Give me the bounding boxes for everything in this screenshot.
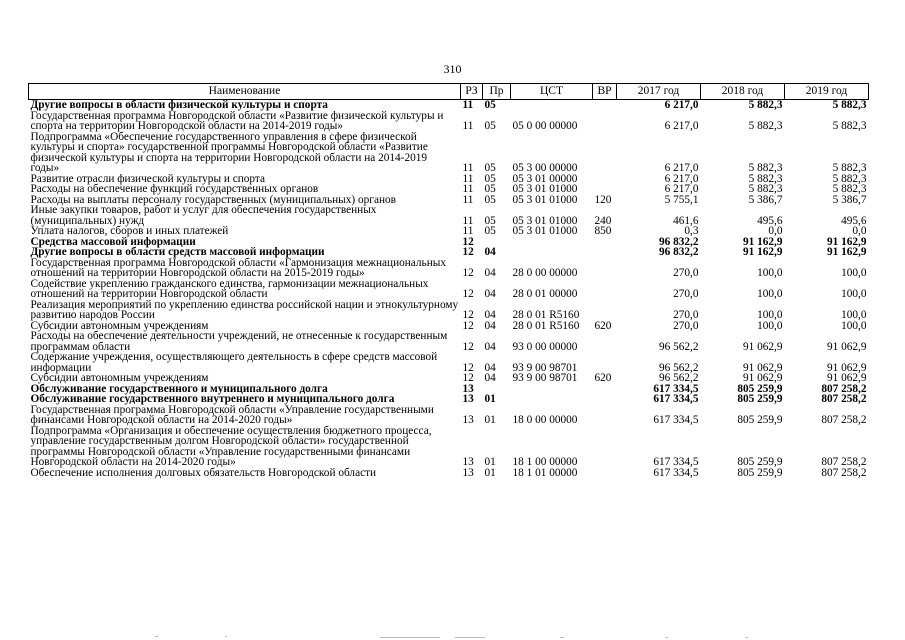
cell-2017: 5 755,1 <box>664 193 699 206</box>
cell-cst: 05 3 01 01000 <box>512 214 578 227</box>
cell-2019: 5 882,3 <box>832 99 867 111</box>
cell-pr: 04 <box>484 267 496 279</box>
cell-2018: 5 386,7 <box>748 193 783 206</box>
cell-name: Субсидии автономным учреждениям <box>30 319 209 332</box>
cell-2019: 100,0 <box>841 319 867 332</box>
header-2017: 2017 год <box>617 84 701 100</box>
table-header-row <box>29 84 869 100</box>
cell-2018: 805 259,9 <box>737 393 783 405</box>
cell-2018: 495,6 <box>757 214 783 227</box>
cell-rz: 13 <box>462 466 474 479</box>
cell-2018: 91 062,9 <box>742 340 783 353</box>
cell-cst: 05 0 00 00000 <box>512 120 578 132</box>
cell-cst <box>511 237 593 248</box>
cell-2017: 617 334,5 <box>653 456 699 468</box>
cell-cst: 05 3 00 00000 <box>512 162 578 174</box>
cell-vr <box>593 331 617 352</box>
cell-2019: 91 162,9 <box>826 235 867 248</box>
cell-2019: 807 258,2 <box>821 393 867 405</box>
cell-cst: 93 9 00 98701 <box>512 372 578 384</box>
cell-cst: 28 0 01 00000 <box>512 288 578 300</box>
cell-pr: 05 <box>484 120 496 132</box>
cell-2017: 0,3 <box>684 225 699 237</box>
table-row <box>29 331 869 352</box>
cell-2017: 270,0 <box>673 288 699 300</box>
cell-cst: 05 3 01 01000 <box>512 183 578 195</box>
header-name: Наименование <box>29 84 461 100</box>
cell-rz: 11 <box>462 172 474 185</box>
cell-rz: 12 <box>462 288 474 300</box>
header-vr: ВР <box>593 84 617 100</box>
cell-2017: 96 562,2 <box>658 361 699 374</box>
cell-2017: 270,0 <box>673 309 699 321</box>
budget-table <box>28 83 869 478</box>
cell-2019: 91 062,9 <box>826 340 867 353</box>
cell-2018: 5 882,3 <box>748 183 783 195</box>
cell-name: Государственная программа Новгородской области «Гармонизация межнациональных отношений на территории Новгородской области на 2015-2019 годы» <box>30 256 446 279</box>
cell-name: Подпрограмма «Организация и обеспечение осуществления бюджетного процесса, управление государственным долгом Новгородской области» государственной программы Новгородской области «Управление государственными финансами Новгородской области на 2014-2020 годы» <box>30 424 432 468</box>
cell-rz: 11 <box>462 120 474 132</box>
cell-rz: 11 <box>462 99 474 111</box>
cell-pr: 04 <box>484 309 496 321</box>
cell-name: Подпрограмма «Обеспечение государственного управления в сфере физической культуры и спорта» государственной программы Новгородской области «Развитие физической культуры и спорта на территории Новгородской области на 2014-2019 годы» <box>30 130 428 174</box>
cell-2018: 100,0 <box>757 267 783 279</box>
cell-2019: 807 258,2 <box>821 382 867 395</box>
cell-vr: 620 <box>594 372 612 384</box>
cell-2019: 807 258,2 <box>821 456 867 468</box>
cell-pr: 05 <box>484 193 496 206</box>
cell-2019: 807 258,2 <box>821 466 867 479</box>
cell-pr: 05 <box>484 172 496 185</box>
cell-name: Иные закупки товаров, работ и услуг для обеспечения государственных (муниципальных) нужд <box>30 204 377 227</box>
cell-2018: 805 259,9 <box>737 466 783 479</box>
cell-2019: 100,0 <box>841 309 867 321</box>
cell-vr <box>593 237 617 248</box>
header-rz: РЗ <box>461 84 483 100</box>
cell-2017: 461,6 <box>673 214 699 227</box>
cell-name: Содержание учреждения, осуществляющего деятельность в сфере средств массовой информации <box>30 351 438 374</box>
table-row <box>29 111 869 132</box>
cell-vr: 620 <box>594 319 612 332</box>
cell-rz: 12 <box>462 361 474 374</box>
cell-vr: 240 <box>594 214 612 227</box>
cell-cst: 05 3 01 01000 <box>512 193 578 206</box>
cell-2018: 805 259,9 <box>737 382 783 395</box>
cell-pr: 05 <box>484 225 496 237</box>
cell-2019: 100,0 <box>841 267 867 279</box>
cell-vr <box>593 300 617 321</box>
cell-pr: 04 <box>484 246 496 258</box>
cell-pr: 04 <box>484 372 496 384</box>
cell-pr: 05 <box>484 99 496 111</box>
cell-vr <box>593 100 617 111</box>
cell-name: Развитие отрасли физической культуры и спорта <box>30 172 266 185</box>
cell-rz: 11 <box>462 193 474 206</box>
cell-2018: 805 259,9 <box>737 414 783 426</box>
cell-2019: 100,0 <box>841 288 867 300</box>
cell-vr <box>593 184 617 195</box>
cell-pr: 04 <box>484 288 496 300</box>
cell-rz: 13 <box>462 382 474 395</box>
cell-name: Расходы на выплаты персоналу государственных (муниципальных) органов <box>30 193 396 206</box>
cell-rz: 12 <box>462 340 474 353</box>
header-cst: ЦСТ <box>511 84 593 100</box>
cell-2018: 5 882,3 <box>748 99 783 111</box>
cell-vr <box>593 468 617 479</box>
cell-2018: 0,0 <box>768 225 783 237</box>
cell-cst: 28 0 00 00000 <box>512 267 578 279</box>
cell-rz: 12 <box>462 309 474 321</box>
cell-vr <box>593 174 617 185</box>
table-row <box>29 426 869 468</box>
cell-vr: 850 <box>594 225 612 237</box>
cell-name: Уплата налогов, сборов и иных платежей <box>30 225 229 237</box>
cell-rz: 12 <box>462 372 474 384</box>
cell-2019: 5 882,3 <box>832 183 867 195</box>
scan-noise <box>0 628 905 640</box>
cell-2017: 270,0 <box>673 319 699 332</box>
table-row <box>29 279 869 300</box>
cell-2018: 805 259,9 <box>737 456 783 468</box>
cell-2019: 91 162,9 <box>826 246 867 258</box>
cell-cst: 05 3 01 00000 <box>512 172 578 185</box>
cell-vr <box>593 394 617 405</box>
cell-pr: 04 <box>484 319 496 332</box>
cell-vr <box>593 258 617 279</box>
table-row <box>29 132 869 174</box>
cell-2018: 100,0 <box>757 288 783 300</box>
cell-2017: 617 334,5 <box>653 414 699 426</box>
cell-pr: 05 <box>484 214 496 227</box>
table-row <box>29 100 869 111</box>
cell-rz: 13 <box>462 456 474 468</box>
cell-2017: 617 334,5 <box>653 466 699 479</box>
cell-2019: 0,0 <box>852 225 867 237</box>
cell-cst <box>511 384 593 395</box>
cell-rz: 11 <box>462 214 474 227</box>
cell-name: Расходы на обеспечение функций государственных органов <box>30 183 319 195</box>
cell-vr <box>593 111 617 132</box>
cell-2018: 100,0 <box>757 319 783 332</box>
cell-2019: 495,6 <box>841 214 867 227</box>
cell-2018: 5 882,3 <box>748 120 783 132</box>
cell-pr: 04 <box>484 361 496 374</box>
cell-2017: 96 832,2 <box>658 246 699 258</box>
cell-name: Обслуживание государственного и муниципального долга <box>30 382 328 395</box>
cell-name: Содействие укреплению гражданского единства, гармонизации межнациональных отношений на территории Новгородской области <box>30 277 429 300</box>
cell-rz: 13 <box>462 393 474 405</box>
cell-2017: 617 334,5 <box>653 393 699 405</box>
table-row <box>29 394 869 405</box>
cell-name: Другие вопросы в области средств массовой информации <box>30 246 325 258</box>
cell-2017: 96 562,2 <box>658 340 699 353</box>
cell-2018: 5 882,3 <box>748 162 783 174</box>
cell-2017: 6 217,0 <box>664 162 699 174</box>
cell-rz: 11 <box>462 183 474 195</box>
cell-2018: 100,0 <box>757 309 783 321</box>
cell-pr: 01 <box>484 456 496 468</box>
cell-pr: 05 <box>484 183 496 195</box>
cell-name: Субсидии автономным учреждениям <box>30 372 209 384</box>
cell-name: Другие вопросы в области физической культуры и спорта <box>30 99 328 111</box>
cell-name: Реализация мероприятий по укреплению единства российской нации и этнокультурному развитию народов России <box>30 298 459 321</box>
cell-cst: 18 1 00 00000 <box>512 456 578 468</box>
cell-2017: 6 217,0 <box>664 172 699 185</box>
cell-2017: 617 334,5 <box>653 382 699 395</box>
header-pr: Пр <box>483 84 511 100</box>
cell-2019: 5 882,3 <box>832 120 867 132</box>
page-number: 310 <box>443 62 462 76</box>
cell-pr: 01 <box>484 414 496 426</box>
cell-rz: 12 <box>462 319 474 332</box>
table-row <box>29 226 869 237</box>
cell-cst: 18 0 00 00000 <box>512 414 578 426</box>
cell-2018: 91 062,9 <box>742 361 783 374</box>
table-row <box>29 300 869 321</box>
cell-rz: 12 <box>462 235 474 248</box>
table-row <box>29 405 869 426</box>
table-row <box>29 373 869 384</box>
cell-vr <box>593 405 617 426</box>
cell-name: Обслуживание государственного внутреннего и муниципального долга <box>30 393 395 405</box>
cell-rz: 11 <box>462 162 474 174</box>
cell-pr: 01 <box>484 466 496 479</box>
cell-cst: 05 3 01 01000 <box>512 225 578 237</box>
table-row <box>29 258 869 279</box>
cell-pr: 04 <box>484 340 496 353</box>
cell-2017: 96 562,2 <box>658 372 699 384</box>
cell-2017: 6 217,0 <box>664 183 699 195</box>
table-row <box>29 184 869 195</box>
cell-vr <box>593 352 617 373</box>
cell-2019: 5 882,3 <box>832 162 867 174</box>
cell-name: Государственная программа Новгородской области «Развитие физической культуры и спорта на территории Новгородской области на 2014-2019 годы» <box>30 109 444 132</box>
cell-cst <box>511 394 593 405</box>
cell-2018: 91 162,9 <box>742 235 783 248</box>
cell-2018: 5 882,3 <box>748 172 783 185</box>
cell-pr: 05 <box>484 162 496 174</box>
table-row <box>29 352 869 373</box>
header-2018: 2018 год <box>701 84 785 100</box>
table-body <box>29 100 869 479</box>
cell-2019: 91 062,9 <box>826 361 867 374</box>
header-2019: 2019 год <box>785 84 869 100</box>
cell-vr <box>593 426 617 468</box>
cell-name: Средства массовой информации <box>30 235 196 248</box>
cell-name: Расходы на обеспечение деятельности учреждений, не отнесенные к государственным программам области <box>30 330 448 353</box>
cell-2019: 807 258,2 <box>821 414 867 426</box>
cell-cst: 28 0 01 R5160 <box>512 309 580 321</box>
cell-2018: 91 062,9 <box>742 372 783 384</box>
cell-cst: 28 0 01 R5160 <box>512 319 580 332</box>
cell-cst <box>511 100 593 111</box>
cell-2019: 5 386,7 <box>832 193 867 206</box>
cell-vr <box>593 384 617 395</box>
cell-2019: 5 882,3 <box>832 172 867 185</box>
cell-name: Государственная программа Новгородской области «Управление государственными финансами Новгородской области на 2014-2020 годы» <box>30 403 434 426</box>
cell-rz: 13 <box>462 414 474 426</box>
cell-2019: 91 062,9 <box>826 372 867 384</box>
cell-cst: 18 1 01 00000 <box>512 466 578 479</box>
cell-cst <box>511 247 593 258</box>
table-row <box>29 468 869 479</box>
cell-2018: 91 162,9 <box>742 246 783 258</box>
cell-rz: 12 <box>462 246 474 258</box>
cell-rz: 12 <box>462 267 474 279</box>
cell-cst: 93 9 00 98701 <box>512 361 578 374</box>
cell-vr <box>593 132 617 174</box>
cell-2017: 6 217,0 <box>664 99 699 111</box>
cell-2017: 6 217,0 <box>664 120 699 132</box>
cell-cst: 93 0 00 00000 <box>512 340 578 353</box>
cell-name: Обеспечение исполнения долговых обязательств Новгородской области <box>30 466 377 479</box>
table-row <box>29 247 869 258</box>
cell-2017: 96 832,2 <box>658 235 699 248</box>
cell-pr: 01 <box>484 393 496 405</box>
cell-2017: 270,0 <box>673 267 699 279</box>
cell-rz: 11 <box>462 225 474 237</box>
cell-vr <box>593 279 617 300</box>
cell-vr <box>593 247 617 258</box>
cell-vr: 120 <box>594 193 612 206</box>
table-row <box>29 205 869 226</box>
